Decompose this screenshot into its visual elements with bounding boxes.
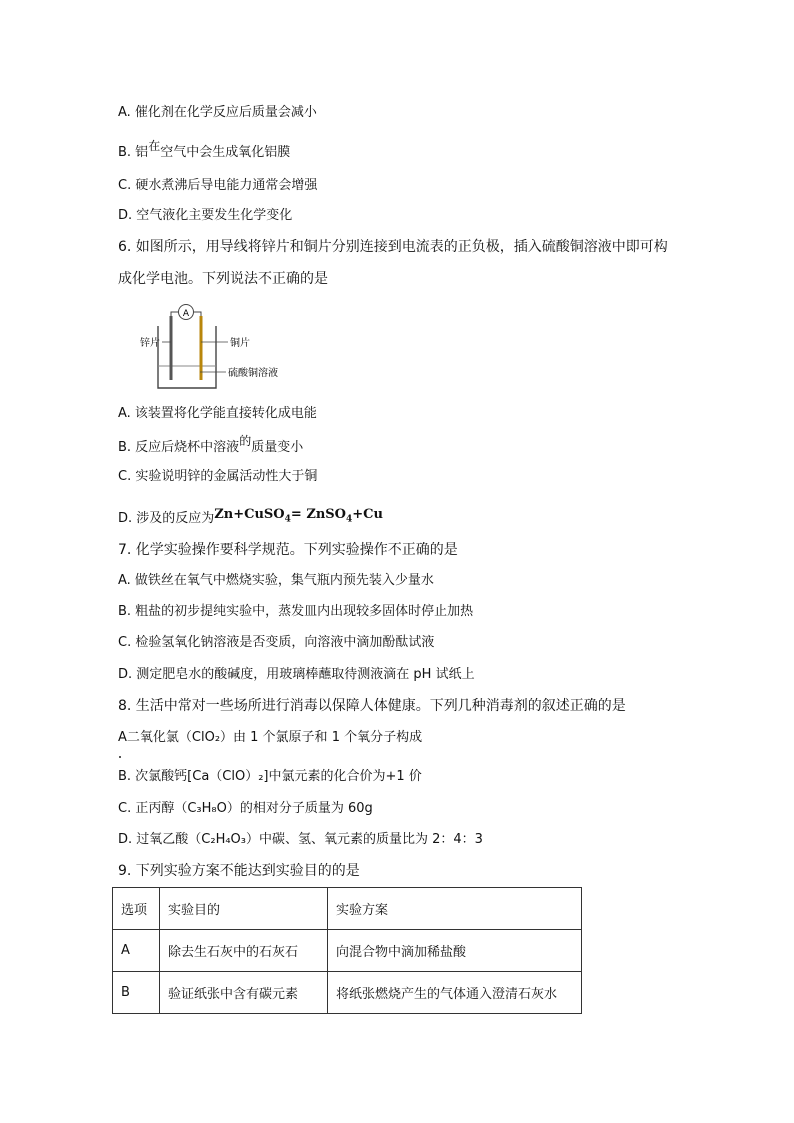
- formula-reactants: Zn+CuSO: [214, 507, 285, 522]
- q5-option-b-post: 空气中会生成氧化铝膜: [160, 145, 291, 160]
- q7-option-d: D. 测定肥皂水的酸碱度，用玻璃棒蘸取待测液滴在 pH 试纸上: [118, 667, 475, 682]
- cell-option: A: [113, 930, 160, 972]
- wire-left: [171, 312, 178, 316]
- formula-sub-1: 4: [284, 514, 291, 525]
- cell-plan: 将纸张燃烧产生的气体通入澄清石灰水: [328, 972, 582, 1014]
- q7-option-c: C. 检验氢氧化钠溶液是否变质，向溶液中滴加酚酞试液: [118, 635, 435, 650]
- q8-option-b: B. 次氯酸钙[Ca（ClO）₂]中氯元素的化合价为+1 价: [118, 769, 422, 784]
- cell-plan: 向混合物中滴加稀盐酸: [328, 930, 582, 972]
- beaker-outline: [158, 326, 216, 388]
- q9-table: [112, 887, 582, 1014]
- q5-option-b: [118, 139, 291, 162]
- formula-sub-2: 4: [345, 514, 353, 525]
- table-header-row: [113, 888, 582, 930]
- header-purpose: 实验目的: [160, 888, 328, 930]
- q6-option-d: [118, 507, 383, 533]
- stray-dot: [119, 756, 121, 758]
- battery-apparatus-figure: [140, 296, 310, 392]
- reaction-equation: [214, 507, 383, 525]
- q6-option-a: A. 该装置将化学能直接转化成电能: [118, 406, 317, 421]
- zinc-label: 锌片: [140, 338, 160, 349]
- wire-right: [194, 312, 201, 316]
- q9-stem: 9. 下列实验方案不能达到实验目的的是: [118, 863, 360, 879]
- q6-stem-line2: 成化学电池。下列说法不正确的是: [118, 271, 328, 287]
- q5-option-a: A. 催化剂在化学反应后质量会减小: [118, 105, 317, 120]
- cell-option: B: [113, 972, 160, 1014]
- table-row: [113, 972, 582, 1014]
- header-plan: 实验方案: [328, 888, 582, 930]
- cell-purpose: 验证纸张中含有碳元素: [160, 972, 328, 1014]
- q6-option-b-post: 质量变小: [251, 440, 304, 455]
- solution-label: 硫酸铜溶液: [228, 368, 278, 379]
- cell-purpose: 除去生石灰中的石灰石: [160, 930, 328, 972]
- q6-option-b: [118, 434, 304, 457]
- q8-option-d: D. 过氧乙酸（C₂H₄O₃）中碳、氢、氧元素的质量比为 2：4：3: [118, 832, 483, 847]
- q6-option-b-raised: 的: [239, 434, 252, 448]
- q5-option-c: C. 硬水煮沸后导电能力通常会增强: [118, 178, 318, 193]
- q5-option-b-raised: 在: [148, 139, 161, 153]
- q6-option-b-pre: B. 反应后烧杯中溶液: [118, 440, 240, 455]
- q8-stem: 8. 生活中常对一些场所进行消毒以保障人体健康。下列几种消毒剂的叙述正确的是: [118, 698, 626, 714]
- q8-option-c: C. 正丙醇（C₃H₈O）的相对分子质量为 60g: [118, 801, 373, 816]
- ammeter-symbol: A: [182, 309, 190, 319]
- q7-stem: 7. 化学实验操作要科学规范。下列实验操作不正确的是: [118, 542, 458, 558]
- header-option: 选项: [113, 888, 160, 930]
- q7-option-b: B. 粗盐的初步提纯实验中，蒸发皿内出现较多固体时停止加热: [118, 604, 474, 619]
- copper-label: 铜片: [230, 338, 250, 349]
- q7-option-a: A. 做铁丝在氧气中燃烧实验，集气瓶内预先装入少量水: [118, 573, 434, 588]
- q5-option-b-pre: B. 铝: [118, 145, 149, 160]
- formula-middle: = ZnSO: [290, 507, 346, 522]
- q6-option-d-pre: D. 涉及的反应为: [118, 511, 215, 526]
- q5-option-d: D. 空气液化主要发生化学变化: [118, 208, 293, 223]
- q6-stem-line1: 6. 如图所示，用导线将锌片和铜片分别连接到电流表的正负极，插入硫酸铜溶液中即可构: [118, 239, 668, 255]
- table-row: [113, 930, 582, 972]
- q8-option-a: A二氧化氯（ClO₂）由 1 个氯原子和 1 个氧分子构成: [118, 730, 423, 745]
- q6-option-c: C. 实验说明锌的金属活动性大于铜: [118, 469, 318, 484]
- formula-end: +Cu: [352, 507, 383, 522]
